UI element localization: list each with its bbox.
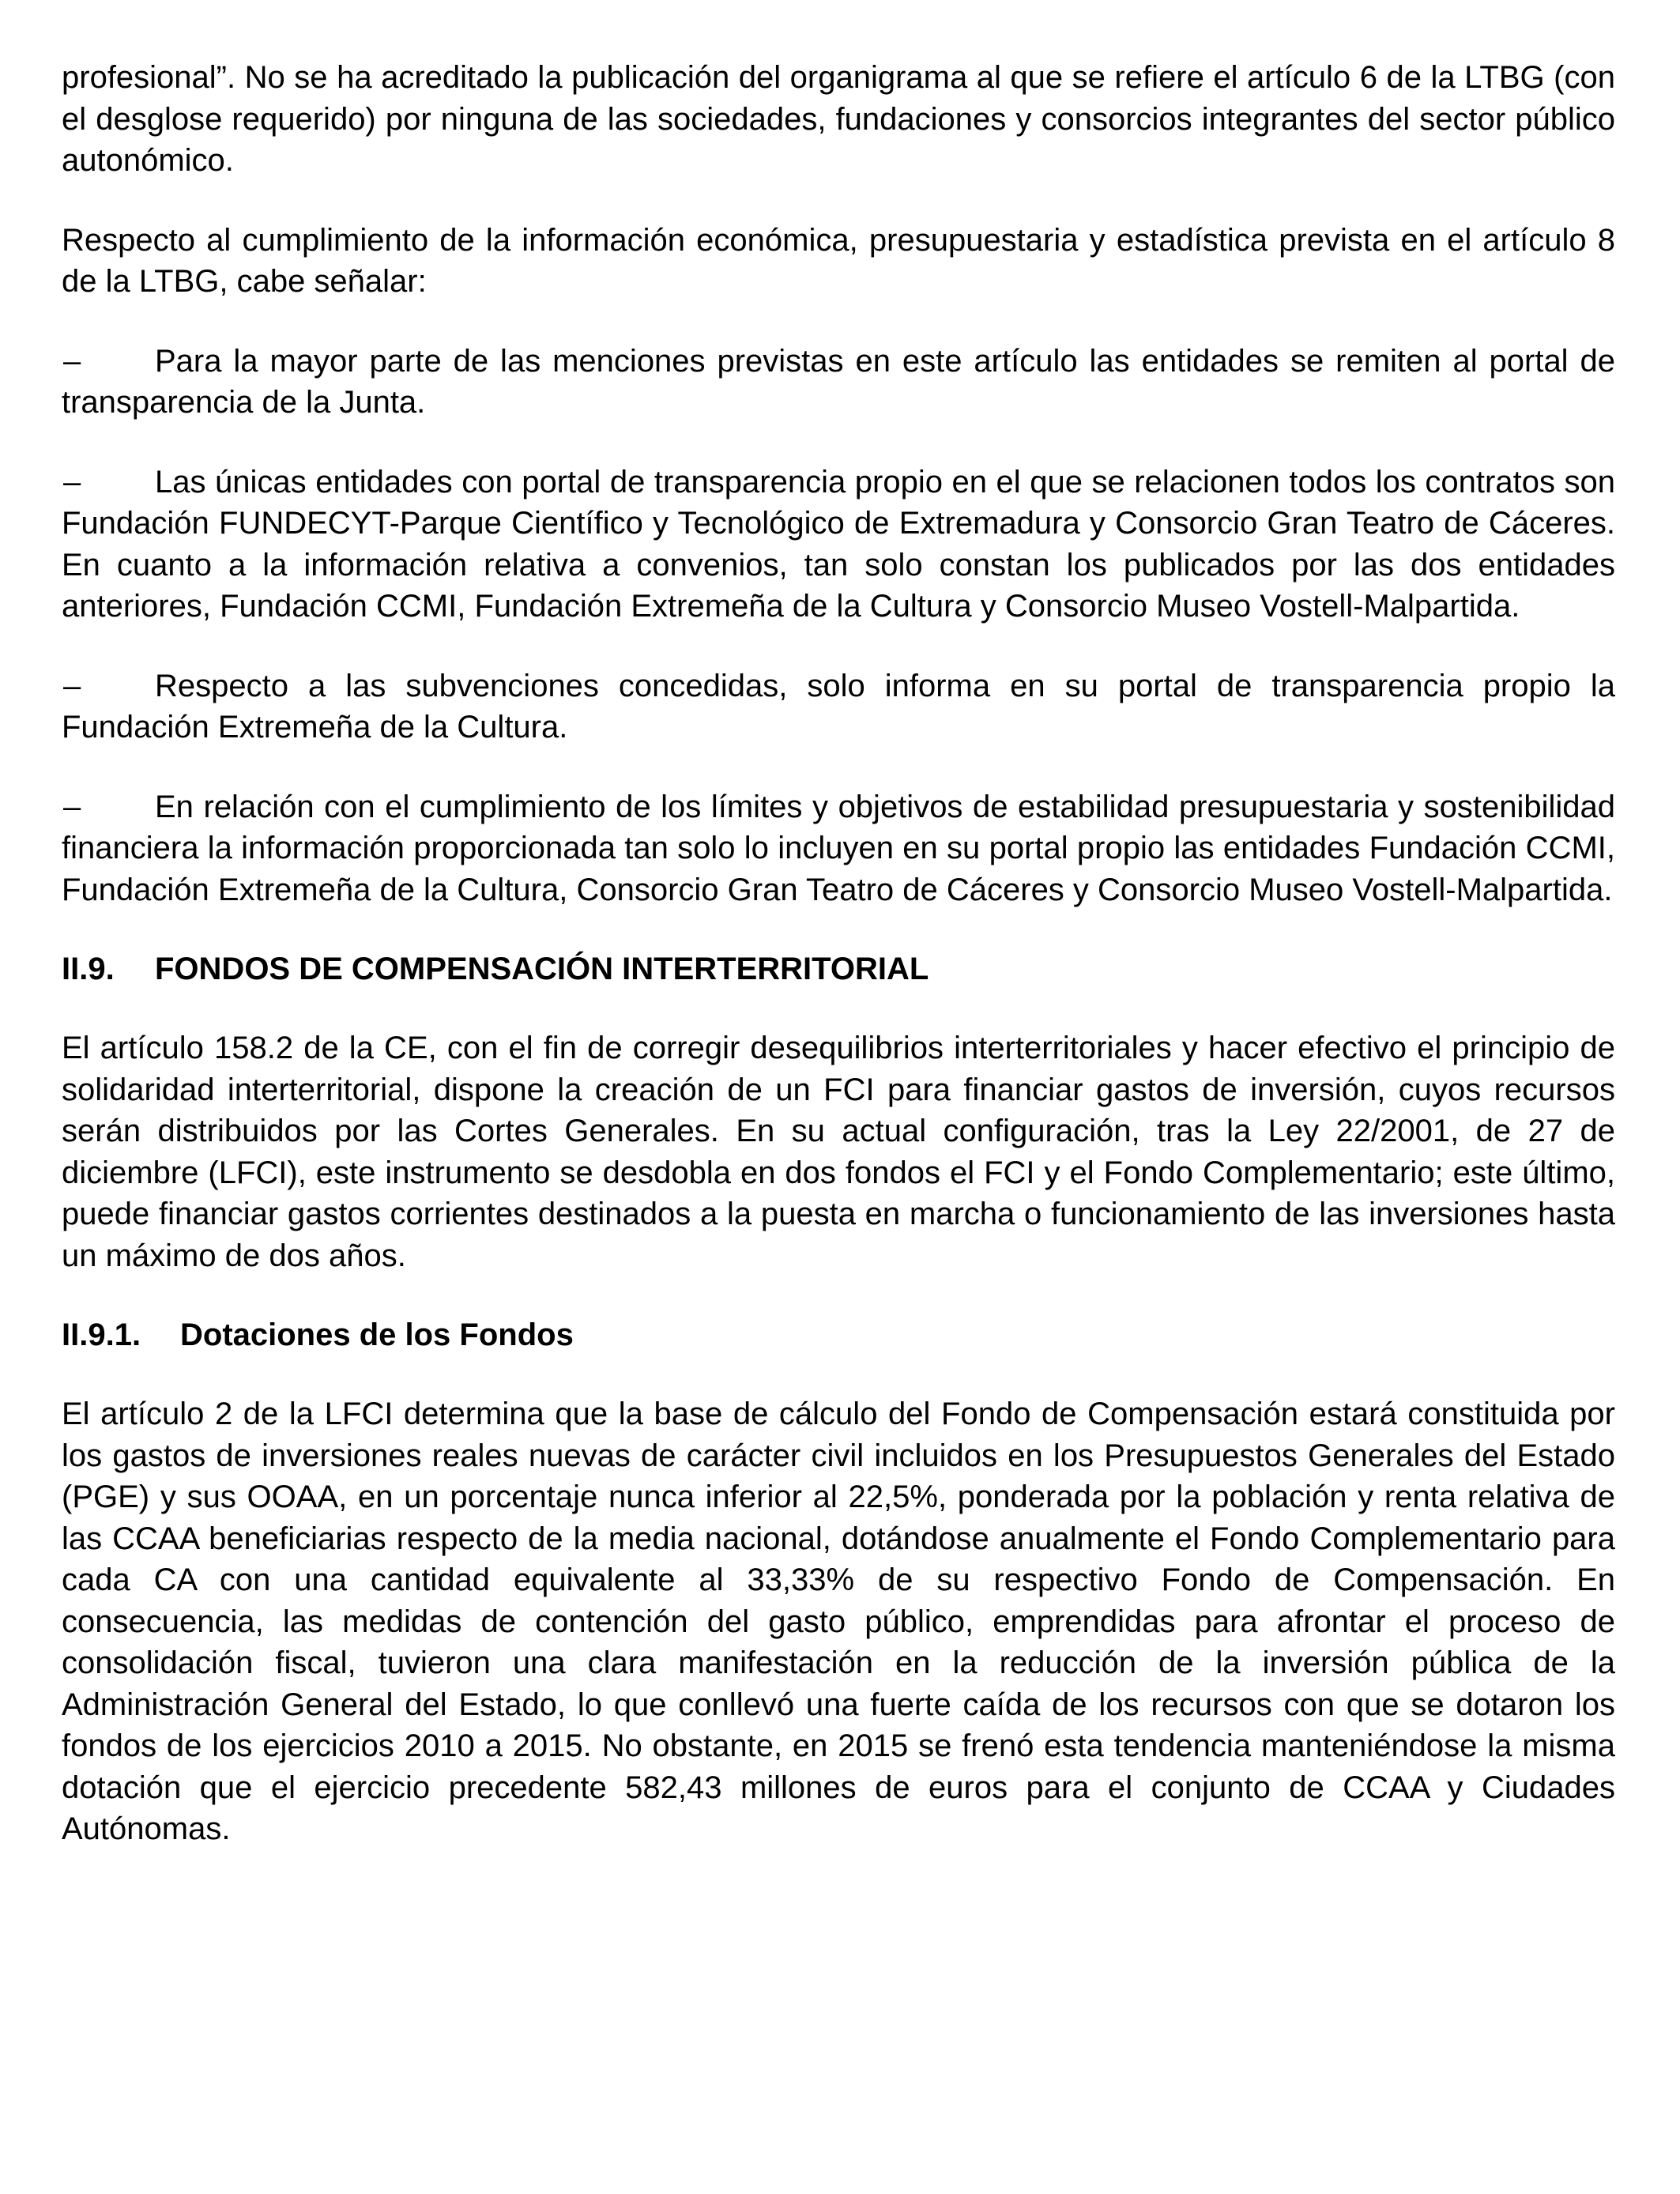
bullet-dash: – bbox=[63, 343, 81, 379]
subsection-number: II.9.1. bbox=[62, 1318, 141, 1352]
paragraph-organigrama: profesional”. No se ha acreditado la publicación del organigrama al que se refiere el artículo 6 de la LTBG (con el desglose requerido) por ninguna de las sociedades, fundaciones y consorcios integrantes del sector público autonómico. bbox=[62, 60, 1615, 178]
bullet-text: Las únicas entidades con portal de transparencia propio en el que se relacionen todos los contratos son Fundación FUNDECYT-Parque Científico y Tecnológico de Extremadura y Consorcio Gran Teatro de Cáceres. En cuanto a la información relativa a convenios, tan solo constan los publicados por las dos entidades anteriores, Fundación CCMI, Fundación Extremeña de la Cultura y Consorcio Museo Vostell-Malpartida. bbox=[62, 464, 1615, 624]
bullet-item-portal-junta bbox=[62, 341, 1615, 424]
bullet-dash: – bbox=[63, 789, 81, 824]
document-page bbox=[62, 57, 1615, 1850]
bullet-item-subvenciones bbox=[62, 665, 1615, 748]
bullet-item-estabilidad bbox=[62, 786, 1615, 911]
paragraph-articulo-158: El artículo 158.2 de la CE, con el fin de corregir desequilibrios interterritoriales y hacer efectivo el principio de solidaridad interterritorial, dispone la creación de un FCI para financiar gastos de inversión, cuyos recursos serán distribuidos por las Cortes Generales. En su actual configuración, tras la Ley 22/2001, de 27 de diciembre (LFCI), este instrumento se desdobla en dos fondos el FCI y el Fondo Complementario; este último, puede financiar gastos corrientes destinados a la puesta en marcha o funcionamiento de las inversiones hasta un máximo de dos años. bbox=[62, 1031, 1615, 1273]
paragraph-informacion-economica: Respecto al cumplimiento de la información económica, presupuestaria y estadística prevista en el artículo 8 de la LTBG, cabe señalar: bbox=[62, 222, 1615, 299]
paragraph-articulo-2-lfci: El artículo 2 de la LFCI determina que la base de cálculo del Fondo de Compensación estará constituida por los gastos de inversiones reales nuevas de carácter civil incluidos en los Presupuestos Generales del Estado (PGE) y sus OOAA, en un porcentaje nunca inferior al 22,5%, ponderada por la población y renta relativa de las CCAA beneficiarias respecto de la media nacional, dotándose anualmente el Fondo Complementario para cada CA con una cantidad equivalente al 33,33% de su respectivo Fondo de Compensación. En consecuencia, las medidas de contención del gasto público, emprendidas para afrontar el proceso de consolidación fiscal, tuvieron una clara manifestación en la reducción de la inversión pública de la Administración General del Estado, lo que conllevó una fuerte caída de los recursos con que se dotaron los fondos de los ejercicios 2010 a 2015. No obstante, en 2015 se frenó esta tendencia manteniéndose la misma dotación que el ejercicio precedente 582,43 millones de euros para el conjunto de CCAA y Ciudades Autónomas. bbox=[62, 1397, 1615, 1846]
subsection-title: Dotaciones de los Fondos bbox=[180, 1318, 574, 1352]
bullet-dash: – bbox=[63, 668, 81, 703]
bullet-text: Para la mayor parte de las menciones previstas en este artículo las entidades se remiten al portal de transparencia de la Junta. bbox=[62, 343, 1615, 420]
bullet-item-contratos bbox=[62, 462, 1615, 628]
subsection-heading-dotaciones bbox=[62, 1314, 1615, 1355]
section-number: II.9. bbox=[62, 952, 115, 986]
section-heading-fci bbox=[62, 948, 1615, 990]
bullet-dash: – bbox=[63, 464, 81, 499]
bullet-text: Respecto a las subvenciones concedidas, solo informa en su portal de transparencia propio la Fundación Extremeña de la Cultura. bbox=[62, 668, 1615, 745]
section-title: FONDOS DE COMPENSACIÓN INTERTERRITORIAL bbox=[155, 952, 929, 986]
bullet-text: En relación con el cumplimiento de los límites y objetivos de estabilidad presupuestaria y sostenibilidad financiera la información proporcionada tan solo lo incluyen en su portal propio las entidades Fundación CCMI, Fundación Extremeña de la Cultura, Consorcio Gran Teatro de Cáceres y Consorcio Museo Vostell-Malpartida. bbox=[62, 789, 1615, 907]
